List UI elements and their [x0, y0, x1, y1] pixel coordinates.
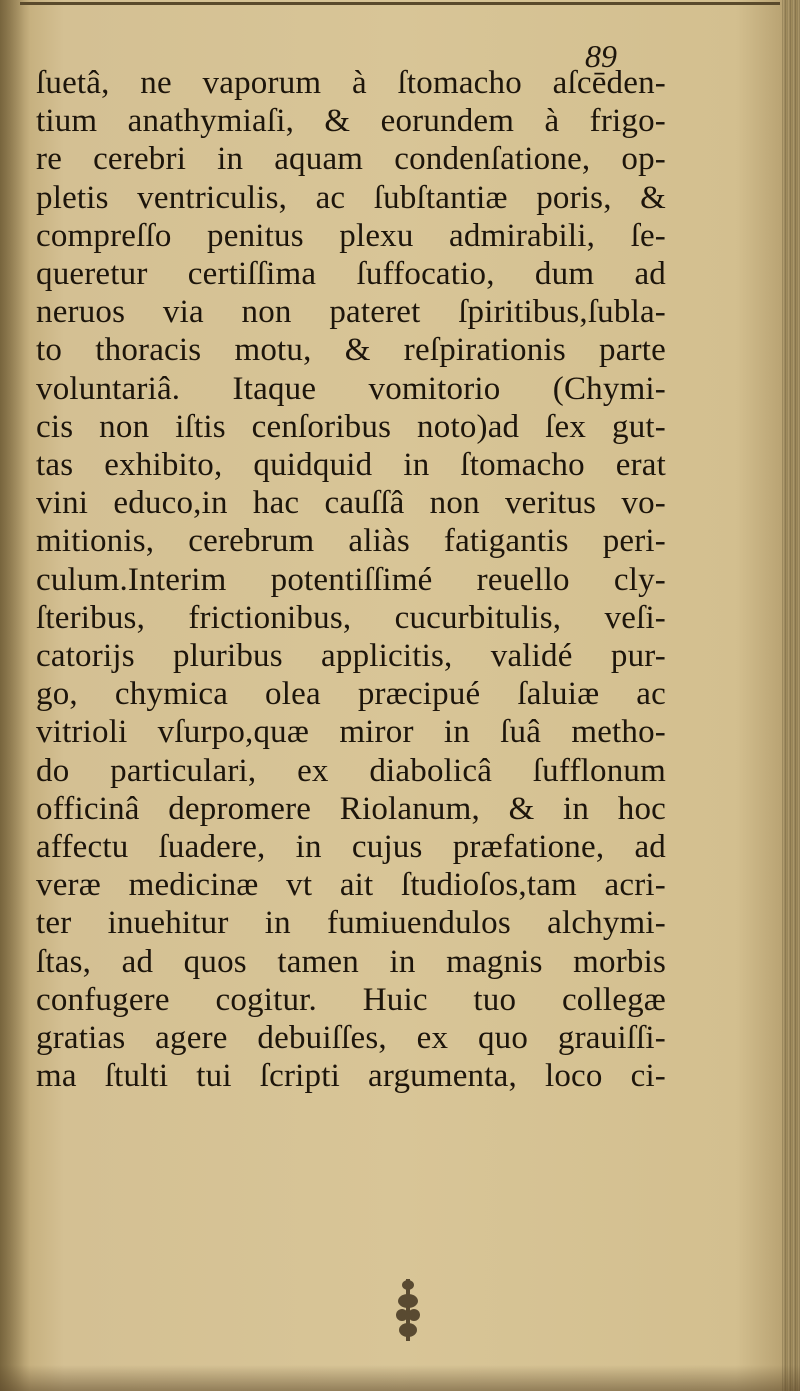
- text-line: tium anathymiaſi, & eorundem à frigo-: [36, 103, 666, 140]
- page-edges: [782, 0, 800, 1391]
- text-line: confugere cogitur. Huic tuo collegæ: [36, 981, 666, 1018]
- text-line: culum.Interim potentiſſimé reuello cly-: [36, 561, 666, 598]
- text-line: go, chymica olea præcipué ſaluiæ ac: [36, 676, 666, 713]
- gutter-shadow: [0, 0, 30, 1391]
- text-line: compreſſo penitus plexu admirabili, ſe-: [36, 217, 666, 254]
- text-line: to thoracis motu, & reſpirationis parte: [36, 332, 666, 369]
- text-line: vitrioli vſurpo,quæ miror in ſuâ metho-: [36, 714, 666, 751]
- text-line: do particulari, ex diabolicâ ſufflonum: [36, 752, 666, 789]
- text-line: ter inuehitur in fumiuendulos alchymi-: [36, 905, 666, 942]
- text-line: voluntariâ. Itaque vomitorio (Chymi-: [36, 370, 666, 407]
- text-line: affectu ſuadere, in cujus præfatione, ad: [36, 829, 666, 866]
- top-edge-rule: [20, 2, 780, 5]
- ornament-icon: [388, 1275, 428, 1345]
- text-line: veræ medicinæ vt ait ſtudioſos,tam acri-: [36, 867, 666, 904]
- text-line: officinâ depromere Riolanum, & in hoc: [36, 790, 666, 827]
- bottom-edge-shadow: [0, 1365, 800, 1391]
- text-line: ſuetâ, ne vaporum à ſtomacho aſcēden-: [36, 65, 666, 101]
- text-line: cis non iſtis cenſoribus noto)ad ſex gut-: [36, 408, 666, 445]
- text-line: re cerebri in aquam condenſatione, op-: [36, 141, 666, 178]
- text-line: vini educo,in hac cauſſâ non veritus vo-: [36, 485, 666, 522]
- page-number: 89: [585, 38, 617, 74]
- text-line: ſteribus, frictionibus, cucurbitulis, veſi-: [36, 599, 666, 636]
- body-text: [36, 64, 666, 1095]
- text-line: ſtas, ad quos tamen in magnis morbis: [36, 943, 666, 980]
- text-line: ma ſtulti tui ſcripti argumenta, loco ci-: [36, 1058, 666, 1095]
- text-line: tas exhibito, quidquid in ſtomacho erat: [36, 447, 666, 484]
- text-line: gratias agere debuiſſes, ex quo grauiſſi-: [36, 1020, 666, 1057]
- text-line: queretur certiſſima ſuffocatio, dum ad: [36, 256, 666, 293]
- text-line: mitionis, cerebrum aliàs fatigantis peri-: [36, 523, 666, 560]
- text-line: neruos via non pateret ſpiritibus,ſubla-: [36, 294, 666, 331]
- text-line: catorijs pluribus applicitis, validé pur-: [36, 638, 666, 675]
- text-line: pletis ventriculis, ac ſubſtantiæ poris, &: [36, 179, 666, 216]
